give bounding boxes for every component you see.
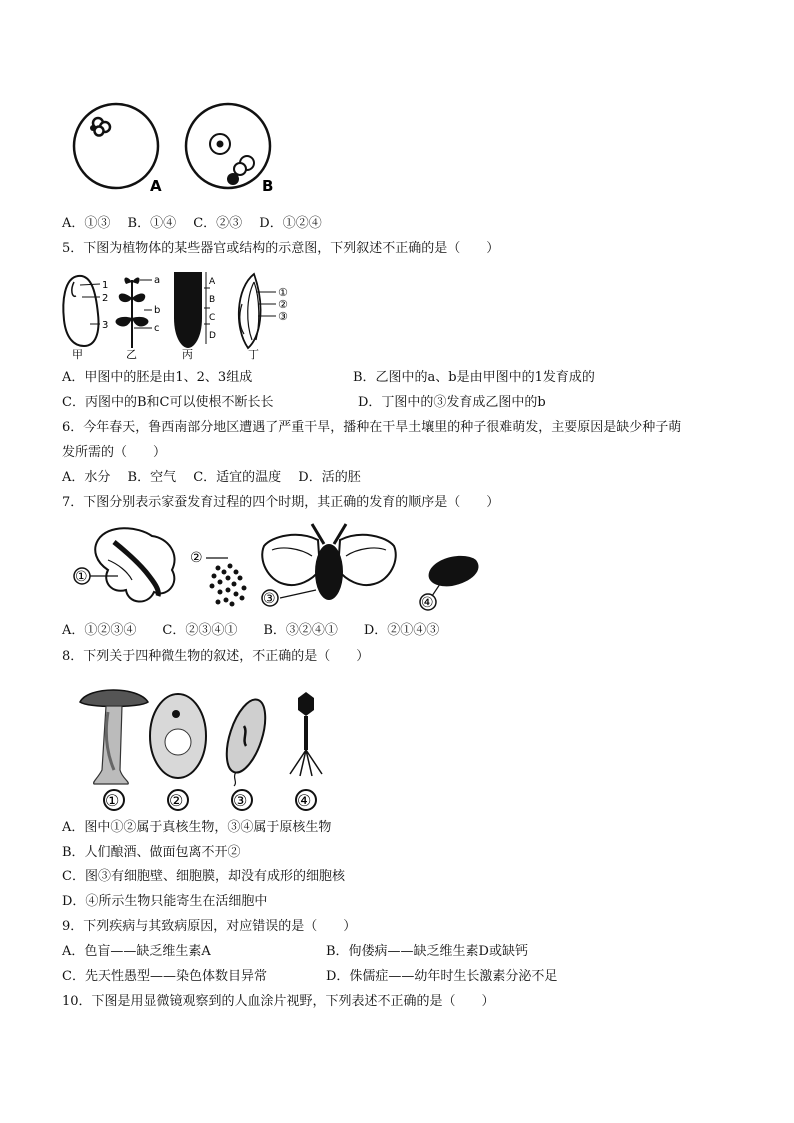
q5-yi-part-a: a (154, 275, 161, 286)
q5-bing-part-d: D (209, 331, 216, 341)
q5-label-jia: 甲 (72, 348, 83, 360)
q8-option-a: A．图中①②属于真核生物，③④属于原核生物 (62, 820, 332, 835)
q5-stem: 5．下图为植物体的某些器官或结构的示意图，下列叙述不正确的是（ ） (62, 241, 500, 256)
q5-ding-part-3: ③ (278, 310, 288, 323)
q5-bing-part-a: A (209, 277, 216, 287)
q5-jia-part-1: 1 (102, 280, 109, 291)
q6-stem-line2: 发所需的（ ） (62, 445, 167, 460)
q5-bing-part-c: C (209, 313, 216, 323)
q5-figure (60, 268, 300, 360)
circle-a (74, 104, 158, 188)
q9-option-c: C．先天性愚型——染色体数目异常 (62, 969, 267, 984)
q9-option-a: A．色盲——缺乏维生素A (62, 944, 211, 959)
q5-jia-part-3: 3 (102, 320, 109, 331)
q7-label-3: ③ (263, 591, 276, 607)
q9-stem: 9．下列疾病与其致病原因，对应错误的是（ ） (62, 919, 357, 934)
q8-option-c: C．图③有细胞壁、细胞膜，却没有成形的细胞核 (62, 869, 345, 884)
q8-stem: 8．下列关于四种微生物的叙述，不正确的是（ ） (62, 649, 370, 664)
q8-label-3: ③ (233, 791, 248, 810)
q6-options: A．水分 B．空气 C．适宜的温度 D．活的胚 (62, 470, 361, 485)
q4-figure (70, 102, 280, 197)
q7-options: A．①②③④ C．②③④① B．③②④① D．②①④③ (62, 623, 440, 638)
q9-option-b: B．佝偻病——缺乏维生素D或缺钙 (326, 944, 528, 959)
figure-label-b: B (262, 177, 274, 195)
q8-label-4: ④ (297, 791, 312, 810)
q7-figure (68, 520, 488, 616)
q5-label-yi: 乙 (126, 348, 137, 360)
q6-stem-line1: 6．今年春天，鲁西南部分地区遭遇了严重干旱，播种在干旱土壤里的种子很难萌发，主要原因是缺少种子萌 (62, 420, 682, 435)
q8-figure (78, 686, 338, 812)
q7-label-2: ② (190, 550, 203, 566)
q7-label-4: ④ (421, 595, 434, 611)
q5-option-c: C．丙图中的B和C可以使根不断长长 (62, 395, 274, 410)
q7-label-1: ① (75, 569, 88, 585)
q9-option-d: D．侏儒症——幼年时生长激素分泌不足 (326, 969, 558, 984)
q8-label-2: ② (169, 791, 184, 810)
q10-stem: 10．下图是用显微镜观察到的人血涂片视野，下列表述不正确的是（ ） (62, 994, 495, 1009)
q5-label-bing: 丙 (182, 348, 193, 360)
q8-option-b: B．人们酿酒、做面包离不开② (62, 845, 241, 860)
q5-option-a: A．甲图中的胚是由1、2、3组成 (62, 370, 253, 385)
q8-option-d: D．④所示生物只能寄生在活细胞中 (62, 894, 268, 909)
q7-stem: 7．下图分别表示家蚕发育过程的四个时期，其正确的发育的顺序是（ ） (62, 495, 500, 510)
q5-yi-part-b: b (154, 305, 161, 316)
q5-label-ding: 丁 (248, 348, 259, 360)
q5-jia-part-2: 2 (102, 293, 109, 304)
q8-label-1: ① (105, 791, 120, 810)
q5-bing-part-b: B (209, 295, 216, 305)
q4-options: A．①③ B．①④ C．②③ D．①②④ (62, 216, 322, 231)
q5-option-d: D．丁图中的③发育成乙图中的b (358, 395, 546, 410)
q5-ding-part-1: ① (278, 286, 288, 299)
q7-eggs (210, 564, 247, 607)
figure-label-a: A (150, 177, 162, 195)
q5-option-b: B．乙图中的a、b是由甲图中的1发育成的 (353, 370, 595, 385)
q5-ding-part-2: ② (278, 298, 288, 311)
q5-yi-part-c: c (154, 323, 160, 334)
cell-cluster-a (90, 118, 110, 136)
